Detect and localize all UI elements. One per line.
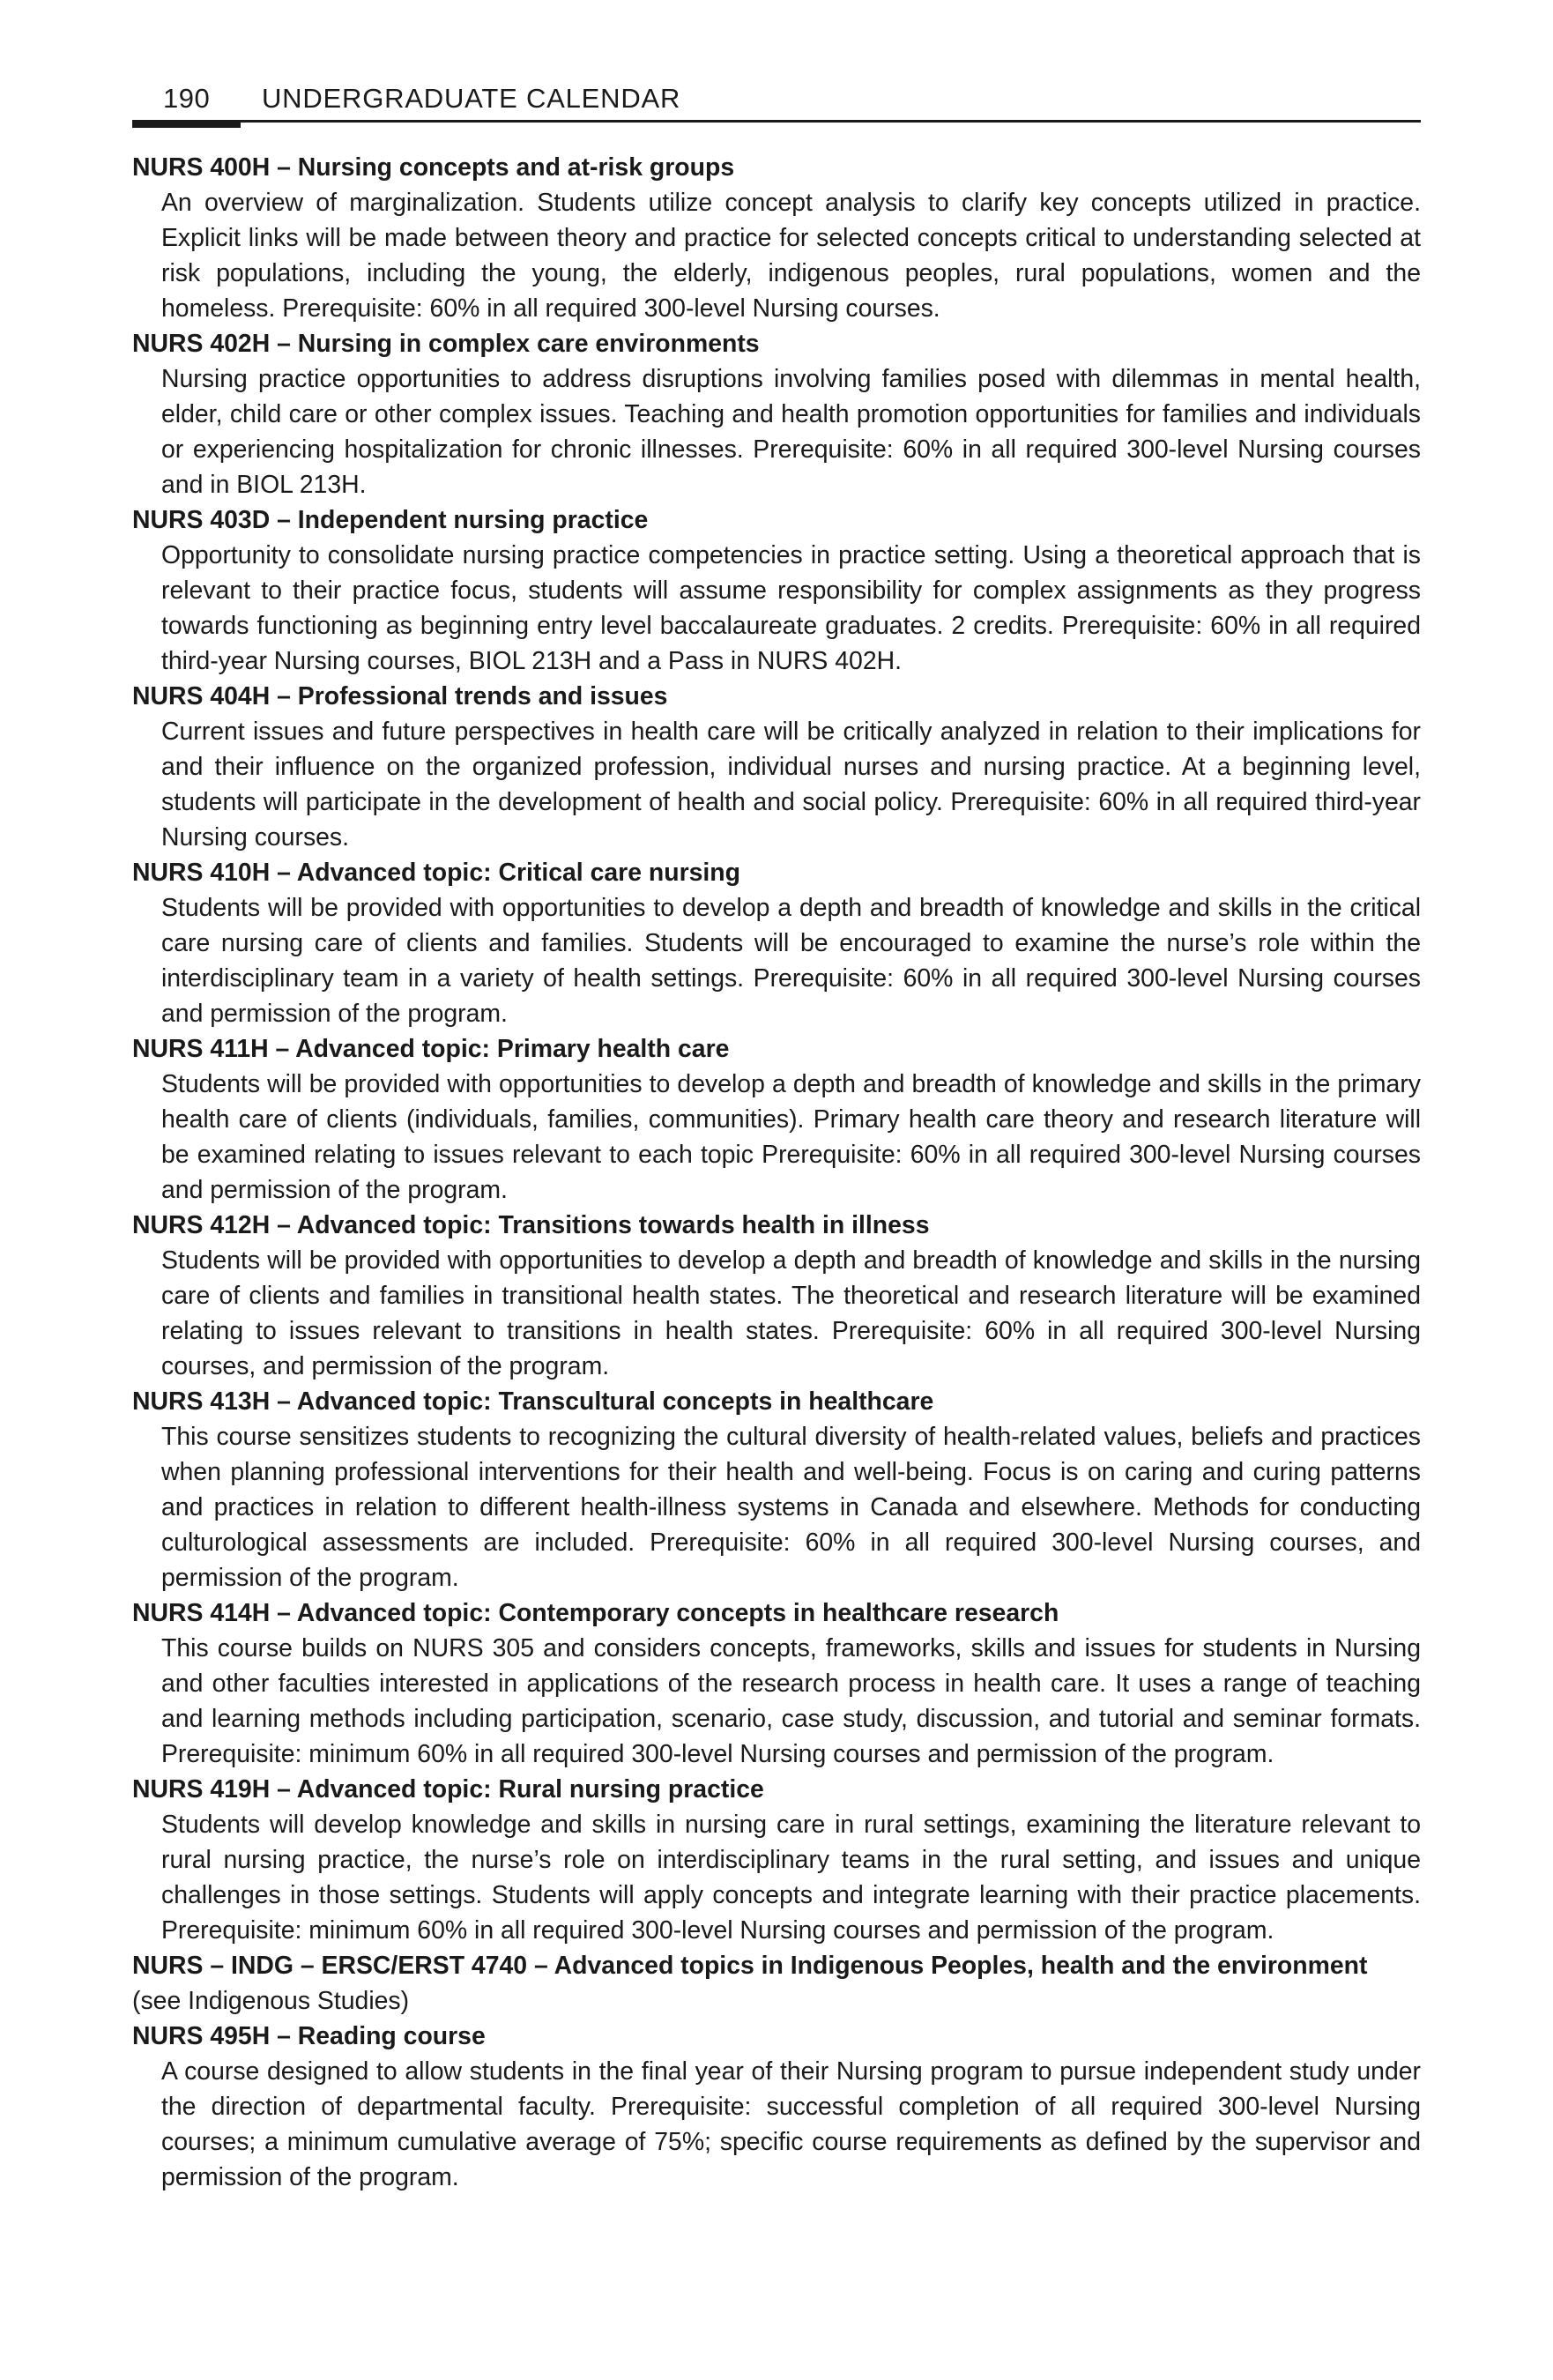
cross-reference-note: (see Indigenous Studies) <box>132 1987 410 2015</box>
course-title-text: NURS – INDG – ERSC/ERST 4740 – Advanced topics in Indigenous Peoples, health and the environment <box>132 1952 1368 1980</box>
course-entry <box>132 1031 1421 1208</box>
course-description: Students will be provided with opportunities to develop a depth and breadth of knowledge and skills in the primary health care of clients (individuals, families, communities). Primary health care theory and research literature will be examined relating to issues relevant to each topic Prerequisite: 60% in all required 300-level Nursing courses and permission of the program. <box>161 1070 1421 1204</box>
course-title: NURS 411H – Advanced topic: Primary health care <box>132 1035 730 1063</box>
course-list <box>132 150 1421 2195</box>
course-description: Students will develop knowledge and skills in nursing care in rural settings, examining the literature relevant to rural nursing practice, the nurse’s role on interdisciplinary teams in the rural setting, and issues and unique challenges in those settings. Students will apply concepts and integrate learning with their practice placements. Prerequisite: minimum 60% in all required 300-level Nursing courses and permission of the program. <box>161 1811 1421 1945</box>
course-title: NURS 400H – Nursing concepts and at-risk groups <box>132 153 735 182</box>
course-title: NURS 403D – Independent nursing practice <box>132 506 649 534</box>
course-title: NURS 404H – Professional trends and issues <box>132 682 668 710</box>
course-description: Opportunity to consolidate nursing practice competencies in practice setting. Using a theoretical approach that is relevant to their practice focus, students will assume responsibility for complex assignments as they progress towards functioning as beginning entry level baccalaureate graduates. 2 credits. Prerequisite: 60% in all required third-year Nursing courses, BIOL 213H and a Pass in NURS 402H. <box>161 541 1421 675</box>
course-description: A course designed to allow students in the final year of their Nursing program to pursue independent study under the direction of departmental faculty. Prerequisite: successful completion of all required 300-level Nursing courses; a minimum cumulative average of 75%; specific course requirements as defined by the supervisor and permission of the program. <box>161 2057 1421 2191</box>
course-description: This course builds on NURS 305 and considers concepts, frameworks, skills and issues for students in Nursing and other faculties interested in applications of the research process in health care. It uses a range of teaching and learning methods including participation, scenario, case study, discussion, and tutorial and seminar formats. Prerequisite: minimum 60% in all required 300-level Nursing courses and permission of the program. <box>161 1634 1421 1768</box>
course-description: Students will be provided with opportunities to develop a depth and breadth of knowledge and skills in the critical care nursing care of clients and families. Students will be encouraged to examine the nurse’s role within the interdisciplinary team in a variety of health settings. Prerequisite: 60% in all required 300-level Nursing courses and permission of the program. <box>161 894 1421 1028</box>
course-title: NURS 495H – Reading course <box>132 2022 486 2050</box>
course-title: NURS 410H – Advanced topic: Critical care nursing <box>132 859 740 887</box>
course-title: NURS 412H – Advanced topic: Transitions towards health in illness <box>132 1211 930 1239</box>
course-entry <box>132 1384 1421 1595</box>
page-header <box>132 81 1421 123</box>
course-entry <box>132 1208 1421 1384</box>
course-entry <box>132 2019 1421 2195</box>
header-tab-marker <box>132 120 241 128</box>
course-entry <box>132 679 1421 855</box>
course-title: NURS 414H – Advanced topic: Contemporary concepts in healthcare research <box>132 1599 1059 1627</box>
course-title: NURS 419H – Advanced topic: Rural nursing practice <box>132 1775 764 1804</box>
course-entry <box>132 1948 1421 2019</box>
course-entry <box>132 1772 1421 1948</box>
course-title-with-note <box>132 1948 1421 2019</box>
course-description: Nursing practice opportunities to address disruptions involving families posed with dilemmas in mental health, elder, child care or other complex issues. Teaching and health promotion opportunities for families and individuals or experiencing hospitalization for chronic illnesses. Prerequisite: 60% in all required 300-level Nursing courses and in BIOL 213H. <box>161 365 1421 499</box>
course-entry <box>132 855 1421 1031</box>
page-number: 190 <box>163 83 211 114</box>
header-rule <box>132 120 1421 123</box>
course-description: An overview of marginalization. Students utilize concept analysis to clarify key concepts utilized in practice. Explicit links will be made between theory and practice for selected concepts critical to understanding selected at risk populations, including the young, the elderly, indigenous peoples, rural populations, women and the homeless. Prerequisite: 60% in all required 300-level Nursing courses. <box>161 189 1421 323</box>
course-entry <box>132 150 1421 326</box>
course-entry <box>132 502 1421 679</box>
course-entry <box>132 326 1421 502</box>
course-description: This course sensitizes students to recognizing the cultural diversity of health-related values, beliefs and practices when planning professional interventions for their health and well-being. Focus is on caring and curing patterns and practices in relation to different health-illness systems in Canada and elsewhere. Methods for conducting culturological assessments are included. Prerequisite: 60% in all required 300-level Nursing courses, and permission of the program. <box>161 1423 1421 1592</box>
calendar-page <box>132 81 1421 2195</box>
course-entry <box>132 1595 1421 1772</box>
running-title: UNDERGRADUATE CALENDAR <box>262 83 681 114</box>
course-description: Students will be provided with opportunities to develop a depth and breadth of knowledge and skills in the nursing care of clients and families in transitional health states. The theoretical and research literature will be examined relating to issues relevant to transitions in health states. Prerequisite: 60% in all required 300-level Nursing courses, and permission of the program. <box>161 1246 1421 1380</box>
course-title: NURS 413H – Advanced topic: Transcultural concepts in healthcare <box>132 1387 934 1416</box>
course-description: Current issues and future perspectives in health care will be critically analyzed in relation to their implications for and their influence on the organized profession, individual nurses and nursing practice. At a beginning level, students will participate in the development of health and social policy. Prerequisite: 60% in all required third-year Nursing courses. <box>161 718 1421 852</box>
course-title: NURS 402H – Nursing in complex care environments <box>132 330 760 358</box>
